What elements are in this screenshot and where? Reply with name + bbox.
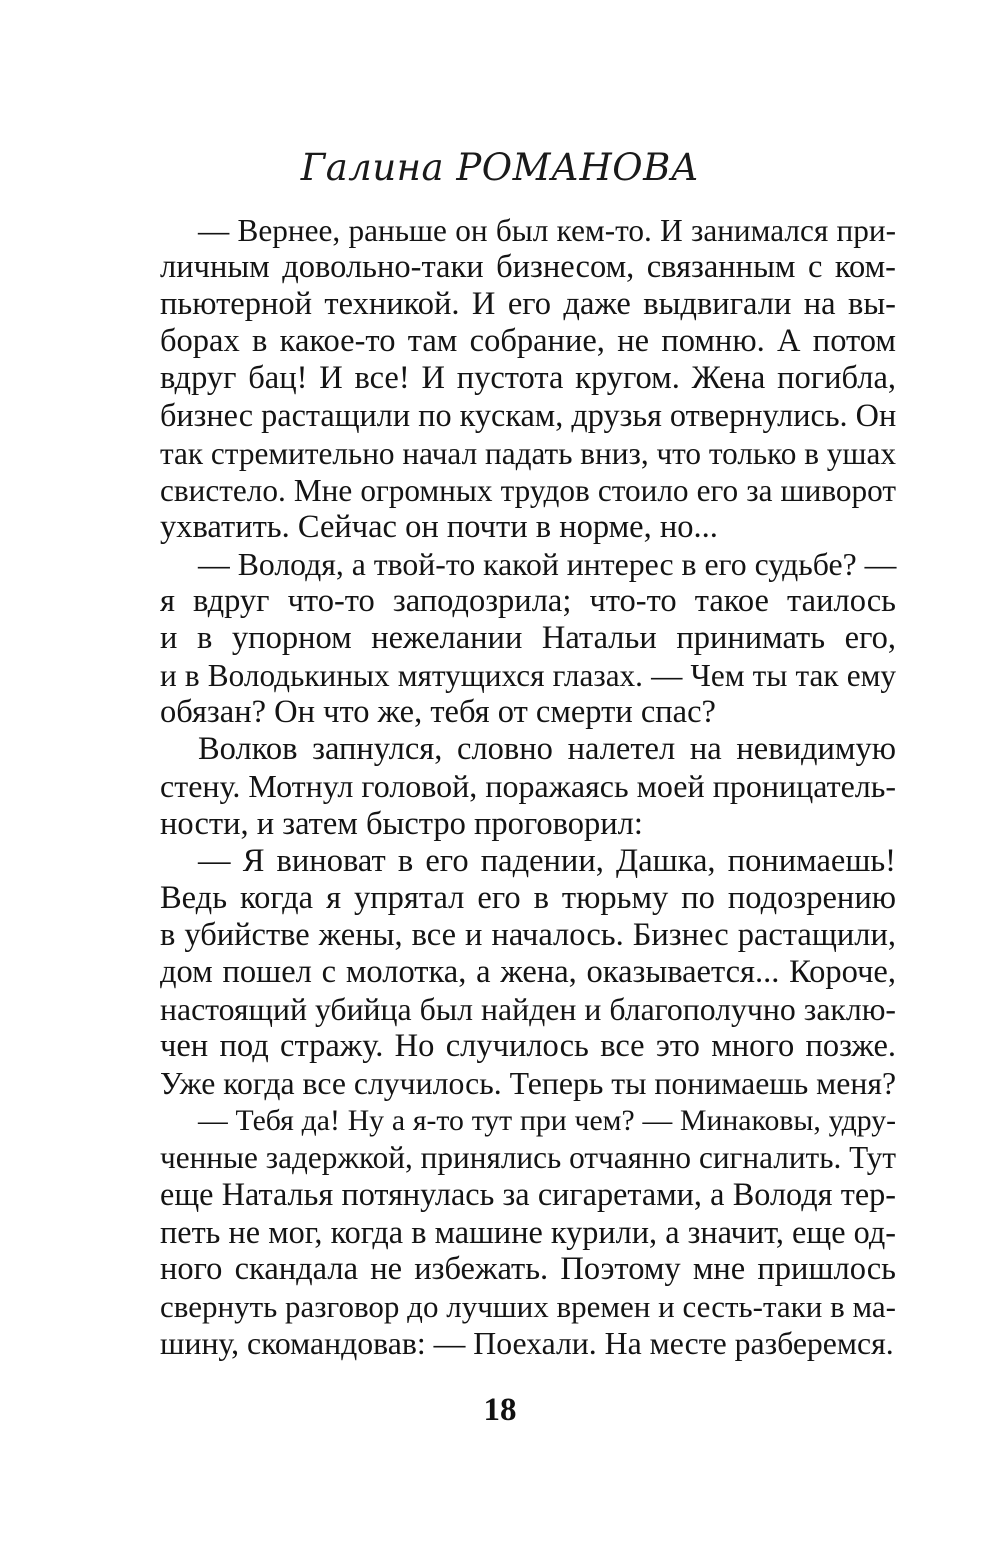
text-line: Ведь когда я упрятал его в тюрьму по подозрению <box>160 879 896 916</box>
text-line: ченные задержкой, принялись отчаянно сигналить. Тут <box>160 1140 896 1176</box>
text-line: борах в какое-то там собрание, не помню. А потом <box>160 323 896 360</box>
text-line: чен под стражу. Но случилось все это много позже. <box>160 1028 896 1065</box>
text-line: вдруг бац! И все! И пустота кругом. Жена погибла, <box>160 360 896 397</box>
text-line: настоящий убийца был найден и благополучно заклю- <box>160 991 896 1027</box>
text-line: Волков запнулся, словно налетел на невидимую <box>198 731 896 768</box>
body-text <box>160 212 896 1362</box>
text-line: так стремительно начал падать вниз, что только в ушах <box>160 435 896 471</box>
text-line: и в Володькиных мятущихся глазах. — Чем ты так ему <box>160 658 896 694</box>
text-line: свернуть разговор до лучших времен и сесть-таки в ма- <box>160 1288 896 1324</box>
text-line: шину, скомандовав: — Поехали. На месте разберемся. <box>160 1325 894 1361</box>
text-line: — Вернее, раньше он был кем-то. И занимался при- <box>198 213 896 248</box>
text-line: дом пошел с молотка, а жена, оказывается... Короче, <box>160 953 896 990</box>
text-line: Уже когда все случилось. Теперь ты понимаешь меня? <box>160 1066 897 1102</box>
text-line: — Тебя да! Ну а я-то тут при чем? — Минаковы, удру- <box>198 1104 896 1138</box>
text-line: — Я виноват в его падении, Дашка, понимаешь! <box>198 842 896 879</box>
text-line: обязан? Он что же, тебя от смерти спас? <box>160 694 716 731</box>
text-line: ного скандала не избежать. Поэтому мне пришлось <box>160 1250 896 1287</box>
text-line: и в упорном нежелании Натальи принимать его, <box>160 620 896 657</box>
running-head: Галина РОМАНОВА <box>300 146 700 189</box>
text-line: свистело. Мне огромных трудов стоило его за шиворот <box>160 472 896 508</box>
text-line: в убийстве жены, все и началось. Бизнес растащили, <box>160 916 896 953</box>
text-line: петь не мог, когда в машине курили, а значит, еще од- <box>160 1213 896 1250</box>
text-line: я вдруг что-то заподозрила; что-то такое таилось <box>160 582 896 619</box>
text-line: ухватить. Сейчас он почти в норме, но... <box>160 508 718 545</box>
text-line: личным довольно-таки бизнесом, связанным с ком- <box>160 249 896 286</box>
text-line: еще Наталья потянулась за сигаретами, а Володя тер- <box>160 1176 896 1213</box>
text-line: ности, и затем быстро проговорил: <box>160 805 643 842</box>
text-line: бизнес растащили по кускам, друзья отвернулись. Он <box>160 397 897 434</box>
text-line: пьютерной техникой. И его даже выдвигали на вы- <box>160 286 896 323</box>
page-number: 18 <box>483 1392 517 1428</box>
text-line: стену. Мотнул головой, поражаясь моей проницатель- <box>160 768 896 805</box>
text-line: — Володя, а твой-то какой интерес в его судьбе? — <box>198 546 897 582</box>
